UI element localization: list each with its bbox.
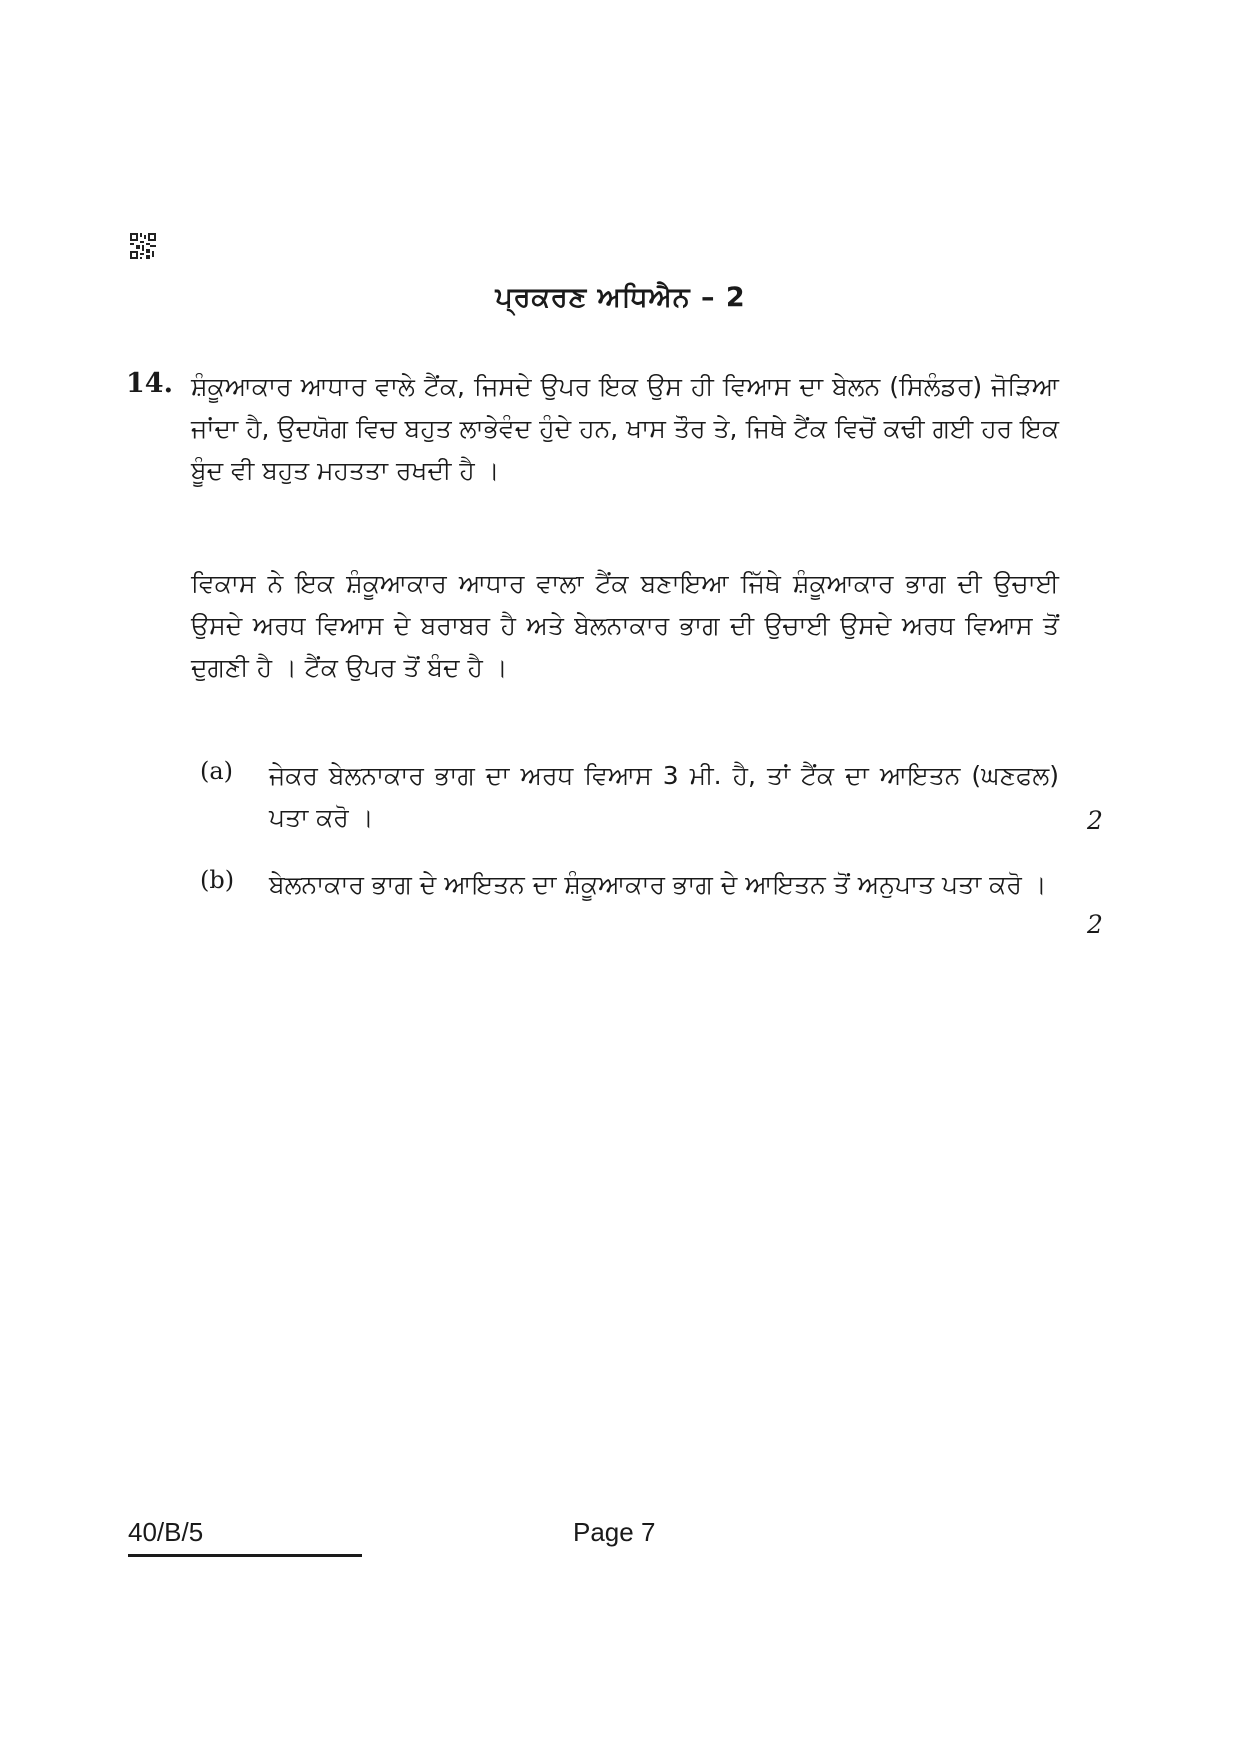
footer-rule xyxy=(128,1554,362,1557)
part-b-text: ਬੇਲਨਾਕਾਰ ਭਾਗ ਦੇ ਆਇਤਨ ਦਾ ਸ਼ੰਕੂਆਕਾਰ ਭਾਗ ਦੇ ਆਇਤਨ ਤੋਂ ਅਨੁਪਾਤ ਪਤਾ ਕਰੋ । xyxy=(269,870,1047,899)
page-number: Page 7 xyxy=(573,1517,656,1547)
section-title: ਪ੍ਰਕਰਣ ਅਧਿਐਨ – 2 xyxy=(495,282,746,313)
question-paragraph-scenario: ਵਿਕਾਸ ਨੇ ਇਕ ਸ਼ੰਕੂਆਕਾਰ ਆਧਾਰ ਵਾਲਾ ਟੈਂਕ ਬਣਾਇਆ ਜਿੱਥੇ ਸ਼ੰਕੂਆਕਾਰ ਭਾਗ ਦੀ ਉਚਾਈ ਉਸਦੇ ਅਰਧ ਵਿਆਸ ਦੇ ਬਰਾਬਰ ਹੈ ਅਤੇ ਬੇਲਨਾਕਾਰ ਭਾਗ ਦੀ ਉਚਾਈ ਉਸਦੇ ਅਰਧ ਵਿਆਸ ਤੋਂ ਦੁਗਣੀ ਹੈ । ਟੈਂਕ ਉਪਰ ਤੋਂ ਬੰਦ ਹੈ । xyxy=(191,569,1059,682)
paper-code: 40/B/5 xyxy=(128,1517,204,1547)
part-b-marks: 2 xyxy=(1087,910,1103,939)
part-a-text: ਜੇਕਰ ਬੇਲਨਾਕਾਰ ਭਾਗ ਦਾ ਅਰਧ ਵਿਆਸ 3 ਮੀ. ਹੈ, ਤਾਂ ਟੈਂਕ ਦਾ ਆਇਤਨ (ਘਣਫਲ) ਪਤਾ ਕਰੋ । xyxy=(269,761,1059,832)
part-a-marks: 2 xyxy=(1087,806,1103,835)
part-b-label: (b) xyxy=(200,866,235,894)
question-number: 14. xyxy=(126,368,173,399)
part-a-label: (a) xyxy=(200,757,234,785)
qr-code-icon xyxy=(130,233,156,259)
question-paragraph-intro: ਸ਼ੰਕੂਆਕਾਰ ਆਧਾਰ ਵਾਲੇ ਟੈਂਕ, ਜਿਸਦੇ ਉਪਰ ਇਕ ਉਸ ਹੀ ਵਿਆਸ ਦਾ ਬੇਲਨ (ਸਿਲੰਡਰ) ਜੋੜਿਆ ਜਾਂਦਾ ਹੈ, ਉਦਯੋਗ ਵਿਚ ਬਹੁਤ ਲਾਭੇਵੰਦ ਹੁੰਦੇ ਹਨ, ਖਾਸ ਤੌਰ ਤੇ, ਜਿਥੇ ਟੈਂਕ ਵਿਚੋਂ ਕਢੀ ਗਈ ਹਰ ਇਕ ਬੂੰਦ ਵੀ ਬਹੁਤ ਮਹਤਤਾ ਰਖਦੀ ਹੈ । xyxy=(191,372,1059,485)
